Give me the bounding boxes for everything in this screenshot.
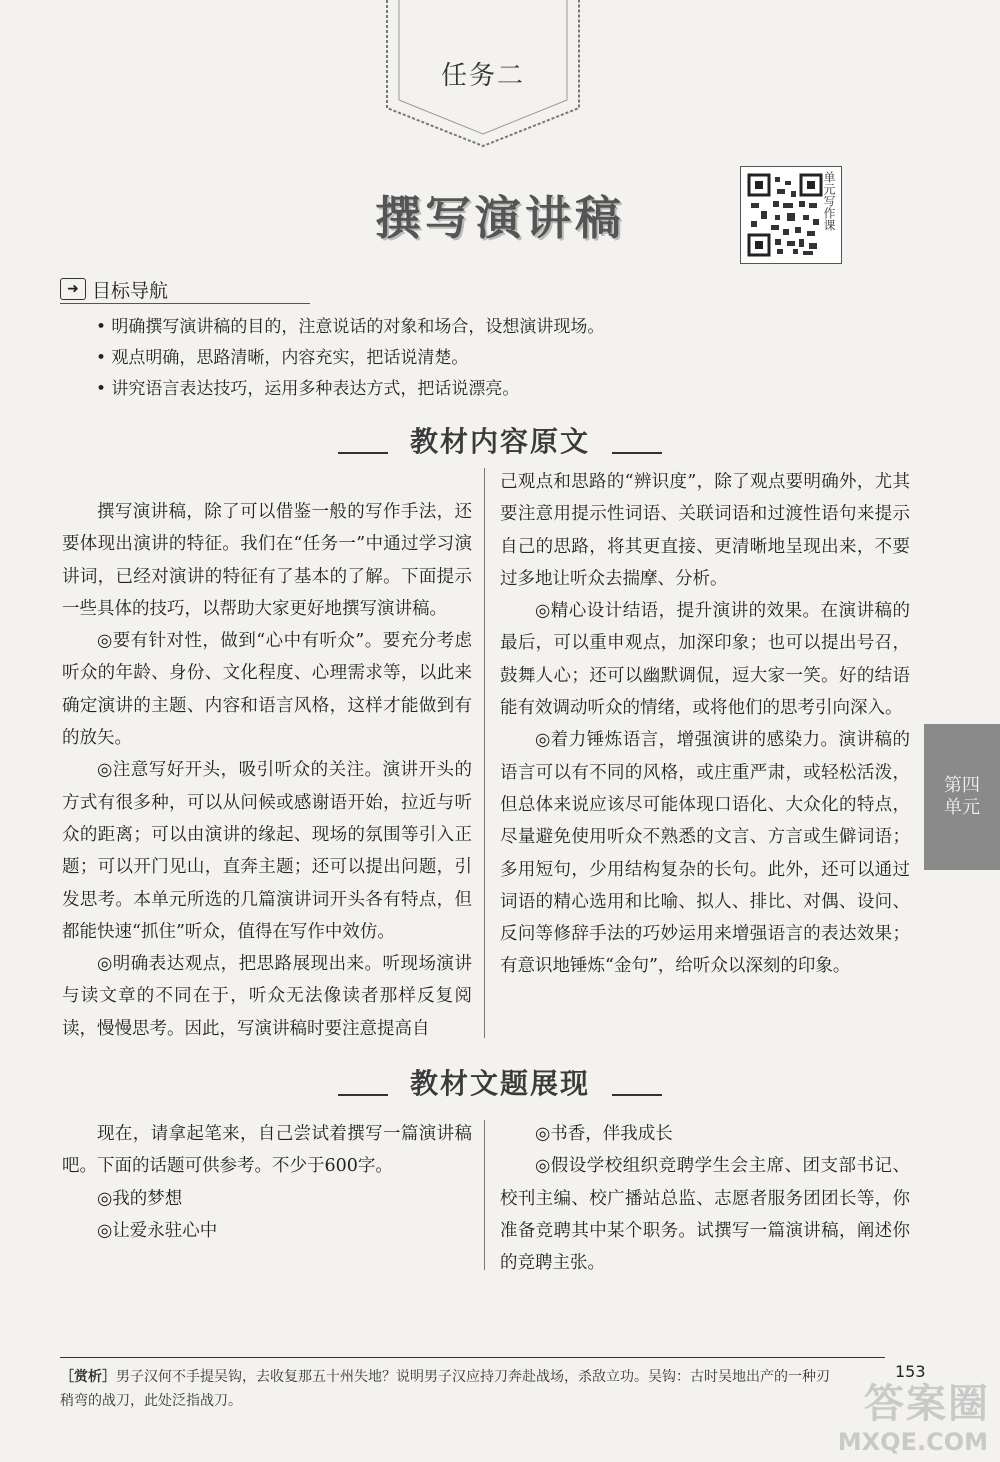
section2-right-column bbox=[500, 1118, 910, 1279]
task-label: 任务二 bbox=[440, 61, 525, 91]
paragraph: ◎注意写好开头，吸引听众的关注。演讲开头的方式有很多种，可以从问候或感谢语开始，拉近与听众的距离；可以由演讲的缘起、现场的氛围等引入正题；可以开门见山，直奔主题；还可以提出问题，引发思考。本单元所选的几篇演讲词开头各有特点，但都能快速“抓住”听众，值得在写作中效仿。 bbox=[62, 760, 472, 942]
qr-code-box[interactable] bbox=[740, 166, 842, 264]
footnote bbox=[60, 1365, 840, 1413]
topic-item: ◎假设学校组织竞聘学生会主席、团支部书记、校刊主编、校广播站总监、志愿者服务团团长等，你准备竞聘其中某个职务。试撰写一篇演讲稿，阐述你的竞聘主张。 bbox=[500, 1156, 910, 1274]
heading-rule-left bbox=[338, 452, 388, 454]
qr-code-icon bbox=[747, 173, 823, 257]
page-number: 153 bbox=[895, 1362, 926, 1381]
section1-right-column bbox=[500, 466, 910, 983]
section-heading-text: 教材内容原文 bbox=[409, 425, 590, 458]
watermark-logo bbox=[820, 1372, 996, 1458]
page-title: 撰写演讲稿 bbox=[375, 191, 625, 245]
paragraph: ◎要有针对性，做到“心中有听众”。要充分考虑听众的年龄、身份、文化程度、心理需求等，以此来确定演讲的主题、内容和语言风格，这样才能做到有的放矢。 bbox=[62, 631, 472, 749]
paragraph: 己观点和思路的“辨识度”，除了观点要明确外，尤其要注意用提示性词语、关联词语和过渡性语句来提示自己的思路，将其更直接、更清晰地呈现出来，不要过多地让听众去揣摩、分析。 bbox=[500, 472, 910, 589]
goal-item: • 观点明确，思路清晰，内容充实，把话说清楚。 bbox=[96, 348, 469, 368]
section-heading-original bbox=[0, 420, 1000, 460]
section2-left-column bbox=[62, 1118, 472, 1247]
paragraph: 现在，请拿起笔来，自己尝试着撰写一篇演讲稿吧。下面的话题可供参考。不少于600字。 bbox=[62, 1124, 472, 1177]
section-heading-text: 教材文题展现 bbox=[409, 1067, 590, 1100]
footnote-text: 男子汉何不手提吴钩，去收复那五十州失地？说明男子汉应持刀奔赴战场，杀敌立功。吴钩：古时吴地出产的一种刃稍弯的战刀，此处泛指战刀。 bbox=[60, 1369, 830, 1409]
paragraph: ◎着力锤炼语言，增强演讲的感染力。演讲稿的语言可以有不同的风格，或庄重严肃，或轻松活泼，但总体来说应该尽可能体现口语化、大众化的特点，尽量避免使用听众不熟悉的文言、方言或生僻词语；多用短句，少用结构复杂的长句。此外，还可以通过词语的精心选用和比喻、拟人、排比、对偶、设问、反问等修辞手法的巧妙运用来增强语言的表达效果；有意识地锤炼“金句”，给听众以深刻的印象。 bbox=[500, 730, 910, 977]
heading-rule-left bbox=[338, 1094, 388, 1096]
goals-list bbox=[96, 312, 604, 405]
footer-rule bbox=[60, 1357, 885, 1358]
column-divider bbox=[484, 468, 485, 1038]
paragraph: ◎明确表达观点，把思路展现出来。听现场演讲与读文章的不同在于，听众无法像读者那样反复阅读，慢慢思考。因此，写演讲稿时要注意提高自 bbox=[62, 954, 472, 1039]
arrow-right-icon: ➜ bbox=[60, 278, 86, 300]
watermark-main: 答案圈 bbox=[864, 1381, 990, 1427]
heading-rule-right bbox=[612, 1094, 662, 1096]
goals-heading bbox=[60, 276, 168, 302]
section1-left-column bbox=[62, 496, 472, 1045]
column-divider bbox=[484, 1120, 485, 1270]
goal-item: • 讲究语言表达技巧，运用多种表达方式，把话说漂亮。 bbox=[96, 379, 520, 399]
topic-item: ◎书香，伴我成长 bbox=[535, 1124, 673, 1144]
paragraph: ◎精心设计结语，提升演讲的效果。在演讲稿的最后，可以重申观点，加深印象；也可以提出号召，鼓舞人心；还可以幽默调侃，逗大家一笑。好的结语能有效调动听众的情绪，或将他们的思考引向深入。 bbox=[500, 601, 910, 719]
topic-item: ◎让爱永驻心中 bbox=[97, 1220, 218, 1241]
goals-underline bbox=[60, 303, 310, 304]
goals-heading-text: 目标导航 bbox=[92, 279, 169, 302]
footnote-tag: ［赏析］ bbox=[60, 1369, 116, 1385]
unit-side-tab-label: 第四单元 bbox=[944, 775, 980, 818]
paragraph: 撰写演讲稿，除了可以借鉴一般的写作手法，还要体现出演讲的特征。我们在“任务一”中通过学习演讲词，已经对演讲的特征有了基本的了解。下面提示一些具体的技巧，以帮助大家更好地撰写演讲稿。 bbox=[62, 502, 472, 619]
goal-item: • 明确撰写演讲稿的目的，注意说话的对象和场合，设想演讲现场。 bbox=[96, 317, 605, 337]
section-heading-prompt bbox=[0, 1062, 1000, 1102]
qr-label: 单元写作课 bbox=[822, 171, 836, 231]
task-ribbon bbox=[385, 0, 581, 150]
heading-rule-right bbox=[612, 452, 662, 454]
topic-item: ◎我的梦想 bbox=[97, 1188, 183, 1209]
watermark-sub: MXQE.COM bbox=[837, 1428, 988, 1456]
unit-side-tab bbox=[924, 724, 1000, 870]
